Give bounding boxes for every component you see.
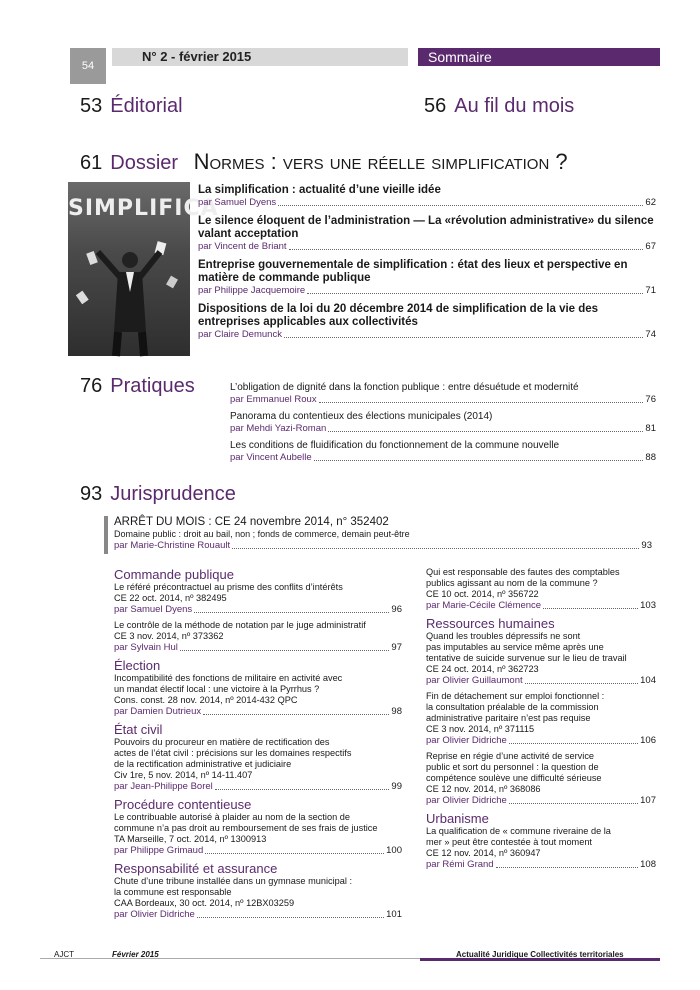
juris-heading: 93 Jurisprudence <box>80 483 236 505</box>
case-author: par Jean-Philippe Borel <box>114 781 213 792</box>
arret-label: ARRÊT DU MOIS : CE 24 novembre 2014, n° 352402 <box>114 516 389 528</box>
list-item[interactable]: Entreprise gouvernementale de simplification : état des lieux et perspective en matière de commande publique par Philippe Jacquemoire 71 <box>198 259 656 296</box>
category-heading: Élection <box>114 658 161 673</box>
case-reference: Cons. const. 28 nov. 2014, nº 2014-432 QPC <box>114 695 298 705</box>
case-author: par Olivier Didriche <box>426 735 507 746</box>
list-item[interactable]: Les conditions de fluidification du fonctionnement de la commune nouvelle par Vincent Aubelle 88 <box>230 440 656 463</box>
section-label: Sommaire <box>418 48 660 66</box>
list-item[interactable] <box>426 631 656 687</box>
case-author: par Marie-Cécile Clémence <box>426 600 542 611</box>
case-title-line: un mandat électif local : une victoire à la Pyrrhus ? <box>114 684 320 694</box>
case-author: par Olivier Didriche <box>426 795 507 806</box>
juris-left-column <box>114 567 402 925</box>
case-reference: CE 22 oct. 2014, nº 382495 <box>114 593 227 603</box>
case-reference: CE 12 nov. 2014, nº 368086 <box>426 784 541 794</box>
case-title-line: administrative paritaire n’est pas requise <box>426 713 591 723</box>
case-reference: CE 12 nov. 2014, nº 360947 <box>426 848 541 858</box>
case-page: 99 <box>391 781 402 792</box>
dot-leader <box>197 917 384 918</box>
dossier-image <box>68 182 219 356</box>
juris-right-column <box>426 567 656 875</box>
case-title-line: la consultation préalable de la commission <box>426 702 599 712</box>
dot-leader <box>215 789 390 790</box>
footer-rule-left <box>40 958 420 959</box>
list-item[interactable] <box>114 812 402 857</box>
dot-leader <box>496 867 639 868</box>
case-reference: CE 24 oct. 2014, nº 362723 <box>426 664 539 674</box>
dot-leader <box>194 612 389 613</box>
case-page: 107 <box>640 795 656 806</box>
category-heading: Procédure contentieuse <box>114 797 252 812</box>
case-title-line: Incompatibilité des fonctions de militaire en activité avec <box>114 673 343 683</box>
image-text: SIMPLIFICA <box>68 196 219 221</box>
aufil-heading: 56 Au fil du mois <box>424 95 575 117</box>
case-title-line: La qualification de « commune riveraine de la <box>426 826 611 836</box>
category-heading: Commande publique <box>114 567 234 582</box>
case-page: 96 <box>391 604 402 615</box>
case-title-line: public et sort du personnel : la question de <box>426 762 599 772</box>
case-author: par Damien Dutrieux <box>114 706 202 717</box>
list-item[interactable]: Dispositions de la loi du 20 décembre 2014 de simplification de la vie des entreprises applicables aux collectivités par Claire Demunck 74 <box>198 303 656 340</box>
case-page: 104 <box>640 675 656 686</box>
list-item[interactable]: L’obligation de dignité dans la fonction publique : entre désuétude et modernité par Emmanuel Roux 76 <box>230 382 656 405</box>
pratiques-list <box>230 382 656 464</box>
case-title-line: tentative de suicide survenue sur le lieu de travail <box>426 653 627 663</box>
case-title-line: publics agissant au nom de la commune ? <box>426 578 598 588</box>
category-heading: Responsabilité et assurance <box>114 861 278 876</box>
case-title-line: commune n’a pas droit au remboursement de ses frais de justice <box>114 823 378 833</box>
list-item[interactable]: La simplification : actualité d’une vieille idée par Samuel Dyens 62 <box>198 184 656 208</box>
case-title-line: Pouvoirs du procureur en matière de rectification des <box>114 737 330 747</box>
case-page: 101 <box>386 909 402 920</box>
dossier-subtitle: Normes : vers une réelle simplification ? <box>193 149 568 174</box>
dot-leader <box>205 853 384 854</box>
footer-date: Février 2015 <box>112 950 159 959</box>
list-item[interactable] <box>114 620 402 654</box>
case-title-line: de la rectification administrative et judiciaire <box>114 759 292 769</box>
category-heading: Ressources humaines <box>426 616 555 631</box>
case-title-line: mer » peut être contestée à tout moment <box>426 837 592 847</box>
case-page: 100 <box>386 845 402 856</box>
case-reference: CAA Bordeaux, 30 oct. 2014, nº 12BX03259 <box>114 898 295 908</box>
case-title-line: actes de l’état civil : précisions sur les domaines respectifs <box>114 748 352 758</box>
case-page: 98 <box>391 706 402 717</box>
case-page: 106 <box>640 735 656 746</box>
case-reference: TA Marseille, 7 oct. 2014, nº 1300913 <box>114 834 267 844</box>
list-item[interactable]: Panorama du contentieux des élections municipales (2014) par Mehdi Yazi-Roman 81 <box>230 411 656 434</box>
case-author: par Samuel Dyens <box>114 604 193 615</box>
category-heading: Urbanisme <box>426 811 489 826</box>
case-page: 108 <box>640 859 656 870</box>
pratiques-heading: 76 Pratiques <box>80 375 195 397</box>
list-item[interactable] <box>114 673 402 718</box>
dot-leader <box>509 803 638 804</box>
list-item[interactable] <box>114 582 402 616</box>
case-title-line: Le contribuable autorisé à plaider au nom de la section de <box>114 812 350 822</box>
list-item[interactable]: Le silence éloquent de l’administration — La «révolution administrative» du silence valant acceptation par Vincent de Briant 67 <box>198 215 656 252</box>
list-item[interactable] <box>114 876 402 921</box>
case-title-line: Le référé précontractuel au prisme des conflits d’intérêts <box>114 582 343 592</box>
case-page: 97 <box>391 642 402 653</box>
case-title-line: Le contrôle de la méthode de notation par le juge administratif <box>114 620 366 630</box>
arret-desc: Domaine public : droit au bail, non ; fonds de commerce, demain peut-être <box>114 529 410 539</box>
case-title-line: compétence soulève une difficulté sérieuse <box>426 773 602 783</box>
page-number: 54 <box>70 48 106 84</box>
list-item[interactable] <box>114 737 402 793</box>
case-title-line: Chute d’une tribune installée dans un gymnase municipal : <box>114 876 353 886</box>
arret-bar <box>104 516 108 554</box>
case-title-line: Reprise en régie d’une activité de service <box>426 751 595 761</box>
case-author: par Sylvain Hul <box>114 642 178 653</box>
issue-label: N° 2 - février 2015 <box>112 48 408 66</box>
case-author: par Rémi Grand <box>426 859 494 870</box>
arret-du-mois[interactable]: ARRÊT DU MOIS : CE 24 novembre 2014, n° 352402 Domaine public : droit au bail, non ; fonds de commerce, demain peut-être par Marie-Christine Rouault 93 <box>114 516 652 551</box>
businessman-illustration <box>68 182 219 356</box>
dot-leader <box>525 683 639 684</box>
case-title-line: la commune est responsable <box>114 887 232 897</box>
dossier-heading: 61 Dossier Normes : vers une réelle simplification ? <box>80 149 568 174</box>
case-reference: CE 3 nov. 2014, nº 373362 <box>114 631 224 641</box>
list-item[interactable] <box>426 826 656 871</box>
category-heading: État civil <box>114 722 163 737</box>
case-reference: CE 10 oct. 2014, nº 356722 <box>426 589 539 599</box>
case-title-line: Fin de détachement sur emploi fonctionnel : <box>426 691 605 701</box>
case-page: 103 <box>640 600 656 611</box>
list-item[interactable] <box>426 751 656 807</box>
case-author: par Philippe Grimaud <box>114 845 204 856</box>
list-item[interactable] <box>426 691 656 747</box>
editorial-heading: 53 Éditorial <box>80 95 183 117</box>
dot-leader <box>203 714 389 715</box>
dot-leader <box>543 608 638 609</box>
dossier-list <box>198 184 656 341</box>
dot-leader <box>509 743 638 744</box>
dot-leader <box>180 650 390 651</box>
case-author: par Olivier Guillaumont <box>426 675 523 686</box>
footer-journal: AJCT <box>54 950 74 959</box>
case-reference: Civ 1re, 5 nov. 2014, nº 14-11.407 <box>114 770 253 780</box>
case-author: par Olivier Didriche <box>114 909 195 920</box>
case-title-line: Qui est responsable des fautes des comptables <box>426 567 620 577</box>
footer-title: Actualité Juridique Collectivités territoriales <box>456 950 624 959</box>
case-title-line: pas imputables au service même après une <box>426 642 604 652</box>
case-reference: CE 3 nov. 2014, nº 371115 <box>426 724 535 734</box>
case-title-line: Quand les troubles dépressifs ne sont <box>426 631 581 641</box>
list-item[interactable] <box>426 567 656 612</box>
